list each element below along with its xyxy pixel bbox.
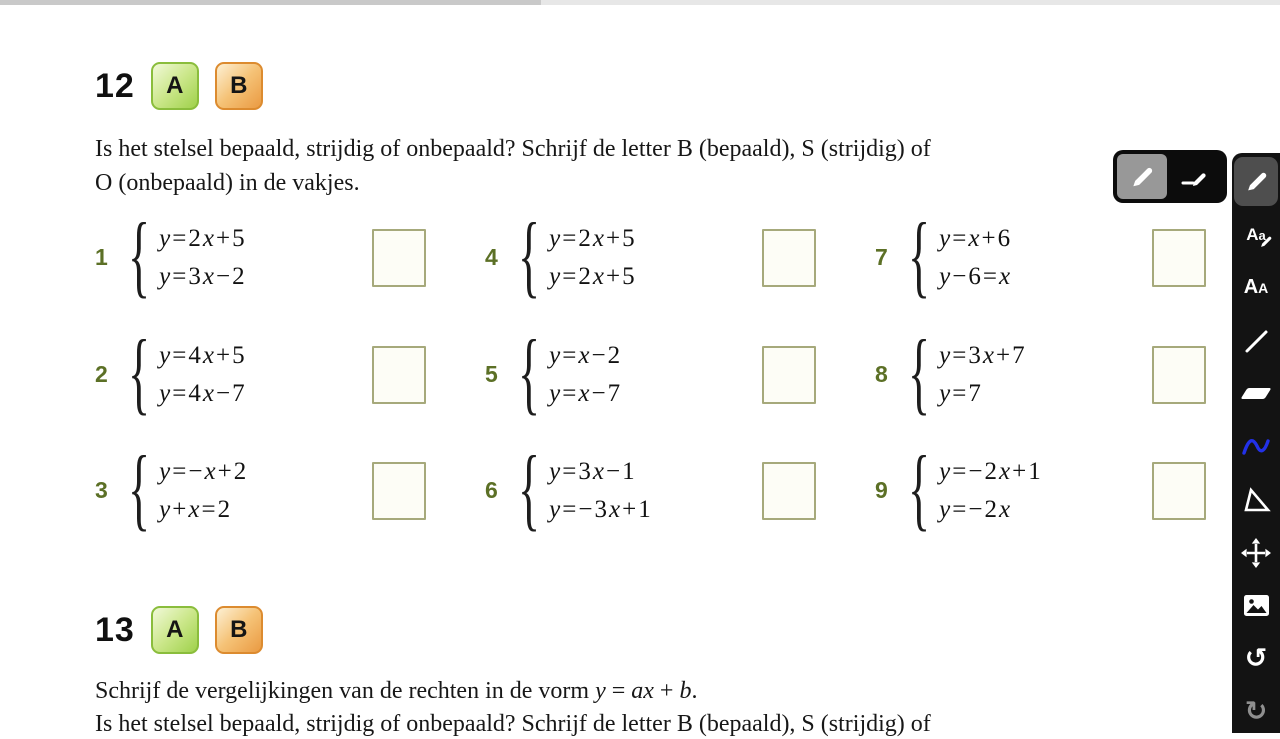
eraser-tool-button[interactable] (1232, 367, 1280, 420)
answer-box-1[interactable] (372, 229, 426, 287)
system-number: 2 (95, 361, 108, 387)
pencil-icon (1129, 164, 1155, 190)
pencil-tool-button[interactable] (1232, 155, 1280, 208)
selected-tool-highlight (1234, 157, 1278, 206)
system-1 (95, 203, 435, 306)
equation-1: y=3x−1 (549, 457, 637, 485)
equation-2: y=3x−2 (159, 262, 247, 290)
equation-1: y=−x+2 (159, 457, 249, 485)
system-3 (95, 436, 435, 539)
clipped-text-line: Is het stelsel bepaald, strijdig of onbepaald? Schrijf de letter B (bepaald), S (strijdig) of (95, 711, 931, 737)
text-edit-tool-button[interactable] (1232, 208, 1280, 261)
progress-bar-fill (0, 0, 541, 5)
brace-glyph: { (128, 436, 151, 539)
instruction-line-2: O (onbepaald) in de vakjes. (95, 170, 360, 196)
exercise-number: 13 (95, 610, 135, 649)
brace-glyph: { (518, 320, 541, 423)
instruction-text: Schrijf de vergelijkingen van de rechten in de vorm (95, 678, 596, 704)
font-style-tool-button[interactable] (1232, 261, 1280, 314)
answer-box-5[interactable] (762, 346, 816, 404)
freehand-curve-tool-button[interactable] (1232, 420, 1280, 473)
undo-icon: ↺ (1244, 643, 1268, 674)
equation-1: y=2x+5 (549, 224, 637, 252)
draw-line-icon (1181, 165, 1209, 189)
brace-glyph: { (908, 203, 931, 306)
equation-1: y=2x+5 (159, 224, 247, 252)
equation-1: y=x−2 (549, 341, 623, 369)
answer-box-4[interactable] (762, 229, 816, 287)
equation-2: y=7 (939, 379, 983, 407)
pencil-tool-button[interactable] (1117, 154, 1167, 199)
set-square-tool-button[interactable] (1232, 473, 1280, 526)
exercise-12-instruction (95, 132, 931, 200)
insert-image-tool-button[interactable] (1232, 579, 1280, 632)
equation-2: y−6=x (939, 262, 1013, 290)
badge-a: A (151, 62, 199, 110)
image-icon (1243, 594, 1270, 617)
badge-b: B (215, 606, 263, 654)
equation-2: y=2x+5 (549, 262, 637, 290)
exercise-12-header (95, 62, 263, 110)
system-number: 1 (95, 244, 108, 270)
text-edit-icon: Aa (1246, 225, 1266, 245)
mini-pencil-icon (1260, 235, 1273, 248)
equation-2: y=−2x (939, 495, 1013, 523)
brace-glyph: { (128, 203, 151, 306)
answer-box-8[interactable] (1152, 346, 1206, 404)
equation-2: y=4x−7 (159, 379, 247, 407)
line-tool-button[interactable] (1232, 314, 1280, 367)
system-4 (485, 203, 825, 306)
exercise-13-instruction (95, 674, 697, 708)
system-number: 9 (875, 477, 888, 503)
draw-line-tool-button[interactable] (1170, 154, 1220, 199)
equation-2: y=−3x+1 (549, 495, 653, 523)
progress-bar[interactable] (0, 0, 1280, 5)
badge-a: A (151, 606, 199, 654)
tool-sidebar (1232, 153, 1280, 733)
system-number: 7 (875, 244, 888, 270)
badge-b: B (215, 62, 263, 110)
equation-1: y=x+6 (939, 224, 1013, 252)
eraser-icon (1241, 388, 1272, 399)
exercise-13-header (95, 606, 263, 654)
system-2 (95, 320, 435, 423)
brace-glyph: { (518, 436, 541, 539)
floating-toolbar (1113, 150, 1227, 203)
system-9 (875, 436, 1215, 539)
font-style-icon: A A (1243, 276, 1269, 298)
answer-box-2[interactable] (372, 346, 426, 404)
system-6 (485, 436, 825, 539)
brace-glyph: { (908, 436, 931, 539)
system-number: 4 (485, 244, 498, 270)
equation-1: y=4x+5 (159, 341, 247, 369)
redo-icon: ↻ (1244, 696, 1268, 727)
exercise-number: 12 (95, 66, 135, 105)
brace-glyph: { (518, 203, 541, 306)
system-number: 6 (485, 477, 498, 503)
equation-2: y=x−7 (549, 379, 623, 407)
system-8 (875, 320, 1215, 423)
answer-box-9[interactable] (1152, 462, 1206, 520)
system-number: 3 (95, 477, 108, 503)
undo-button[interactable] (1232, 632, 1280, 685)
move-icon (1241, 538, 1271, 568)
brace-glyph: { (908, 320, 931, 423)
equation-1: y=−2x+1 (939, 457, 1043, 485)
set-square-icon (1241, 486, 1271, 514)
equation-1: y=3x+7 (939, 341, 1027, 369)
answer-box-3[interactable] (372, 462, 426, 520)
system-5 (485, 320, 825, 423)
equation-2: y+x=2 (159, 495, 233, 523)
move-tool-button[interactable] (1232, 526, 1280, 579)
answer-box-6[interactable] (762, 462, 816, 520)
curve-icon (1241, 434, 1271, 460)
pencil-icon (1244, 169, 1269, 194)
redo-button[interactable] (1232, 685, 1280, 738)
answer-box-7[interactable] (1152, 229, 1206, 287)
system-7 (875, 203, 1215, 306)
system-number: 8 (875, 361, 888, 387)
instruction-line-1: Is het stelsel bepaald, strijdig of onbepaald? Schrijf de letter B (bepaald), S (strijdig) of (95, 136, 931, 162)
system-number: 5 (485, 361, 498, 387)
instruction-formula: y = ax + b. (595, 678, 698, 704)
line-icon (1243, 328, 1269, 354)
brace-glyph: { (128, 320, 151, 423)
